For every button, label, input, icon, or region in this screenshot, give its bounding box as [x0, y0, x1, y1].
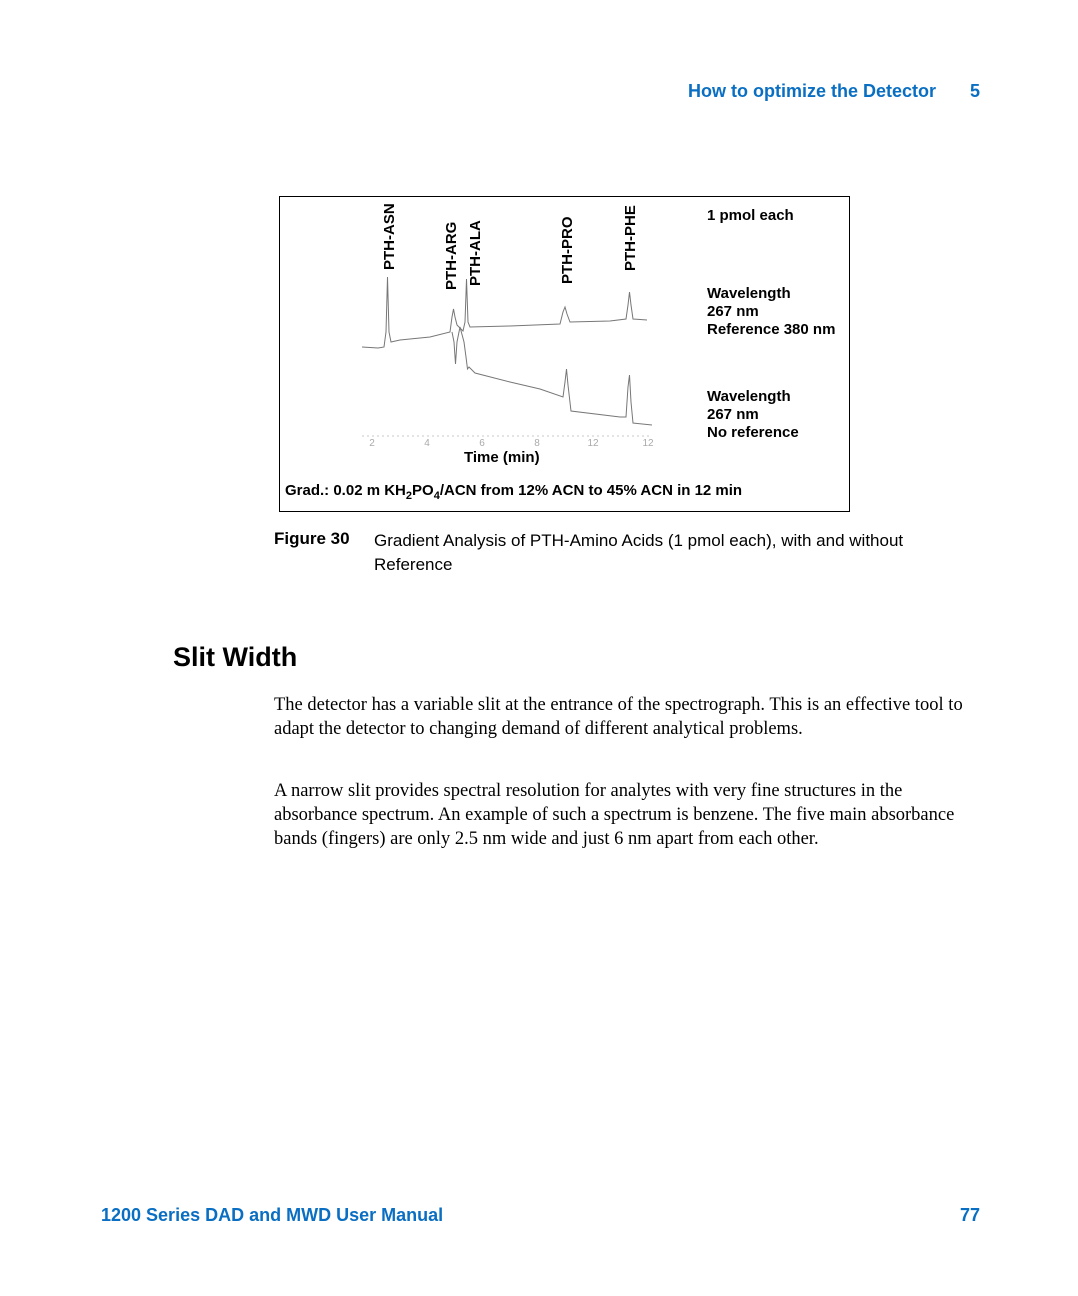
gradient-subscript-2: 4: [433, 490, 440, 502]
x-tick-label-1: 2: [369, 438, 375, 449]
running-header-title: How to optimize the Detector: [687, 81, 936, 101]
x-tick-label-3: 6: [479, 438, 485, 449]
chromatogram-figure: [279, 196, 850, 512]
figure-caption-text: Gradient Analysis of PTH-Amino Acids (1 pmol each), with and without Reference: [374, 531, 904, 574]
chromatogram-plot: [280, 197, 851, 513]
gradient-conditions: [285, 482, 742, 505]
amount-note: 1 pmol each: [707, 207, 794, 224]
peak-label-asn: PTH-ASN: [381, 203, 398, 270]
x-axis-label: Time (min): [464, 449, 540, 466]
body-paragraph-1: The detector has a variable slit at the entrance of the spectrograph. This is an effective tool to adapt the detector to changing demand of different analytical problems.: [274, 695, 963, 739]
peak-label-phe: PTH-PHE: [622, 205, 639, 271]
trace-with-reference: [362, 277, 647, 348]
bottom-trace-wavelength-label: Wavelength: [707, 388, 791, 405]
peak-label-ala: PTH-ALA: [467, 220, 484, 286]
top-trace-reference: Reference 380 nm: [707, 321, 836, 338]
running-header-chapter-number: 5: [969, 81, 980, 101]
x-tick-label-6: 12: [642, 438, 654, 449]
top-trace-wavelength-label: Wavelength: [707, 285, 791, 302]
bottom-trace-wavelength-value: 267 nm: [707, 406, 759, 423]
bottom-trace-reference: No reference: [707, 424, 799, 441]
gradient-suffix: /ACN from 12% ACN to 45% ACN in 12 min: [439, 482, 743, 499]
body-paragraph-2: A narrow slit provides spectral resolution for analytes with very fine structures in the absorbance spectrum. An example of such a spectrum is benzene. The five main absorbance bands (fingers) are only 2.5 nm wide and just 6 nm apart from each other.: [274, 781, 955, 849]
gradient-prefix: Grad.: 0.02 m KH: [285, 482, 406, 499]
x-tick-label-5: 12: [587, 438, 599, 449]
gradient-subscript-1: 2: [405, 490, 412, 502]
footer-manual-title: 1200 Series DAD and MWD User Manual: [101, 1205, 444, 1225]
footer-page-number: 77: [959, 1205, 980, 1225]
x-tick-label-2: 4: [424, 438, 430, 449]
section-heading: Slit Width: [173, 642, 298, 672]
figure-caption-label: Figure 30: [274, 529, 350, 548]
peak-label-pro: PTH-PRO: [559, 216, 576, 284]
gradient-mid: PO: [412, 482, 434, 499]
top-trace-wavelength-value: 267 nm: [707, 303, 759, 320]
trace-without-reference: [452, 327, 652, 425]
x-tick-label-4: 8: [534, 438, 540, 449]
peak-label-arg: PTH-ARG: [443, 221, 460, 290]
